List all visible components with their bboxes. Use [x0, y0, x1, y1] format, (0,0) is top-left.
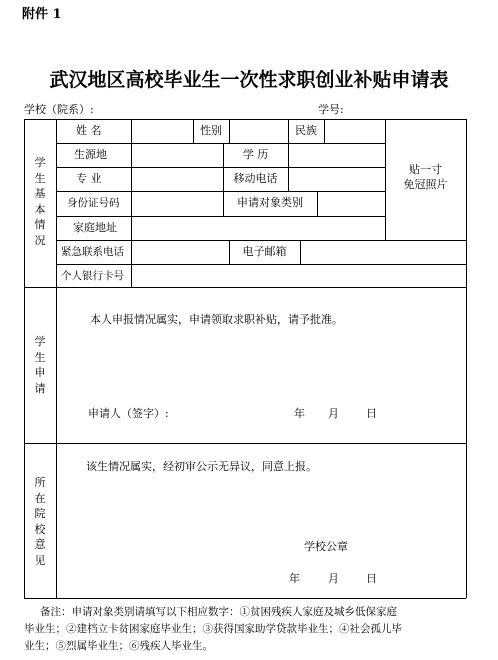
mobile-label: 移动电话 [233, 172, 278, 185]
school-seal-label: 学校公章 [304, 540, 348, 553]
application-year: 年 [294, 407, 305, 420]
id-number-label: 身份证号码 [67, 197, 120, 209]
education-label: 学 历 [242, 148, 269, 161]
name-label: 姓 名 [76, 124, 102, 137]
bank-card-label: 个人银行卡号 [61, 270, 124, 282]
email-label: 电子邮箱 [242, 245, 287, 258]
school-opinion-section-label: 所在院校意见 [34, 476, 46, 567]
ethnicity-label: 民族 [295, 124, 317, 137]
gender-label: 性别 [200, 124, 222, 137]
attachment-label: 附件 1 [22, 7, 62, 22]
opinion-day: 日 [366, 572, 377, 585]
signature-label: 申请人（签字）: [88, 407, 169, 420]
emergency-phone-label: 紧急联系电话 [61, 246, 124, 258]
major-label: 专 业 [76, 172, 102, 185]
address-label: 家庭地址 [73, 221, 117, 234]
applicant-category-label: 申请对象类别 [237, 196, 303, 209]
school-label: 学校（院系）: [24, 103, 94, 116]
opinion-month: 月 [328, 572, 339, 585]
opinion-year: 年 [289, 572, 300, 585]
photo-placeholder-line1: 贴一寸 [409, 163, 442, 176]
note-line-3: 业生；⑤烈属毕业生；⑥残疾人毕业生。 [24, 640, 213, 652]
origin-label: 生源地 [74, 148, 107, 161]
application-month: 月 [328, 407, 339, 420]
opinion-statement: 该生情况属实，经初审公示无异议，同意上报。 [86, 460, 317, 473]
note-line-2: 毕业生；②建档立卡贫困家庭毕业生；③获得国家助学贷款毕业生；④社会孤儿毕 [24, 623, 402, 635]
application-statement: 本人申报情况属实，申请领取求职补贴，请予批准。 [90, 313, 343, 326]
form-title: 武汉地区高校毕业生一次性求职创业补贴申请表 [49, 69, 449, 91]
application-day: 日 [366, 407, 377, 420]
note-line-1: 备注：申请对象类别请填写以下相应数字：①贫困残疾人家庭及城乡低保家庭 [40, 606, 397, 618]
basic-info-section-label: 学生基本情况 [34, 156, 46, 247]
student-application-section-label: 学生申请 [34, 335, 46, 395]
photo-placeholder-line2: 免冠照片 [403, 178, 448, 191]
student-id-label: 学号: [318, 103, 344, 116]
